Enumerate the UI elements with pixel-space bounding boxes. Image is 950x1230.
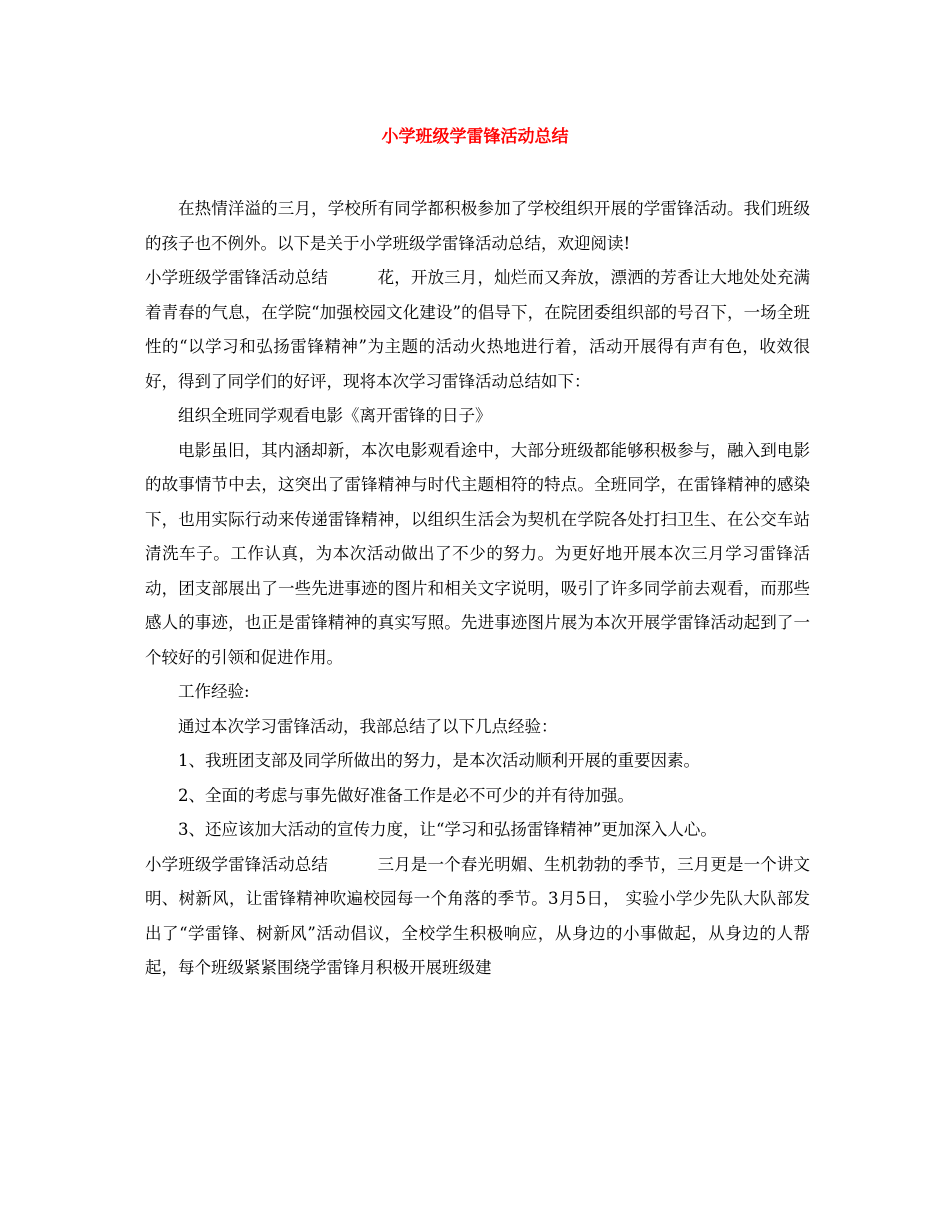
paragraph-experience-intro: 通过本次学习雷锋活动，我部总结了以下几点经验： — [178, 716, 558, 736]
section-heading: 小学班级学雷锋活动总结 — [145, 854, 328, 874]
document-title: 小学班级学雷锋活动总结 — [381, 127, 569, 147]
paragraph-movie-heading: 组织全班同学观看电影《离开雷锋的日子》 — [178, 406, 492, 425]
paragraph-summary-two — [145, 848, 810, 986]
section-heading: 小学班级学雷锋活动总结 — [145, 268, 328, 287]
list-item-experience-3: 3、还应该加大活动的宣传力度，让“学习和弘扬雷锋精神”更加深入人心。 — [178, 820, 717, 839]
paragraph-experience-heading: 工作经验: — [178, 682, 250, 701]
section-text: 三月是一个春光明媚、生机勃勃的季节，三月更是一个讲文明、树新风，让雷锋精神吹遍校园每一个角落的季节。3月5日， 实验小学少先队大队部发出了“学雷锋、树新风”活动倡议，全校学生积极响应，从身边的小事做起，从身边的人帮起，每个班级紧紧围绕学雷锋月积极开展班级建 — [145, 854, 811, 977]
list-item-experience-2: 2、全面的考虑与事先做好准备工作是必不可少的并有待加强。 — [178, 785, 634, 805]
section-text: 花，开放三月，灿烂而又奔放，漂洒的芳香让大地处处充满着青春的气息，在学院“加强校园文化建设”的倡导下，在院团委组织部的号召下，一场全班性的“以学习和弘扬雷锋精神”为主题的活动火热地进行着，活动开展得有声有色，收效很好，得到了同学们的好评，现将本次学习雷锋活动总结如下： — [145, 268, 811, 391]
paragraph-movie-detail: 电影虽旧，其内涵却新，本次电影观看途中，大部分班级都能够积极参与，融入到电影的故事情节中去，这突出了雷锋精神与时代主题相符的特点。全班同学，在雷锋精神的感染下，也用实际行动来传递雷锋精神，以组织生活会为契机在学院各处打扫卫生、在公交车站清洗车子。工作认真，为本次活动做出了不少的努力。为更好地开展本次三月学习雷锋活动，团支部展出了一些先进事迹的图片和相关文字说明，吸引了许多同学前去观看，而那些感人的事迹，也正是雷锋精神的真实写照。先进事迹图片展为本次开展学雷锋活动起到了一个较好的引领和促进作用。 — [145, 440, 810, 667]
paragraph-intro: 在热情洋溢的三月，学校所有同学都积极参加了学校组织开展的学雷锋活动。我们班级的孩子也不例外。以下是关于小学班级学雷锋活动总结，欢迎阅读! — [145, 199, 810, 253]
document-body — [145, 192, 810, 986]
paragraph-summary-one — [145, 261, 810, 399]
list-item-experience-1: 1、我班团支部及同学所做出的努力，是本次活动顺利开展的重要因素。 — [178, 751, 700, 770]
